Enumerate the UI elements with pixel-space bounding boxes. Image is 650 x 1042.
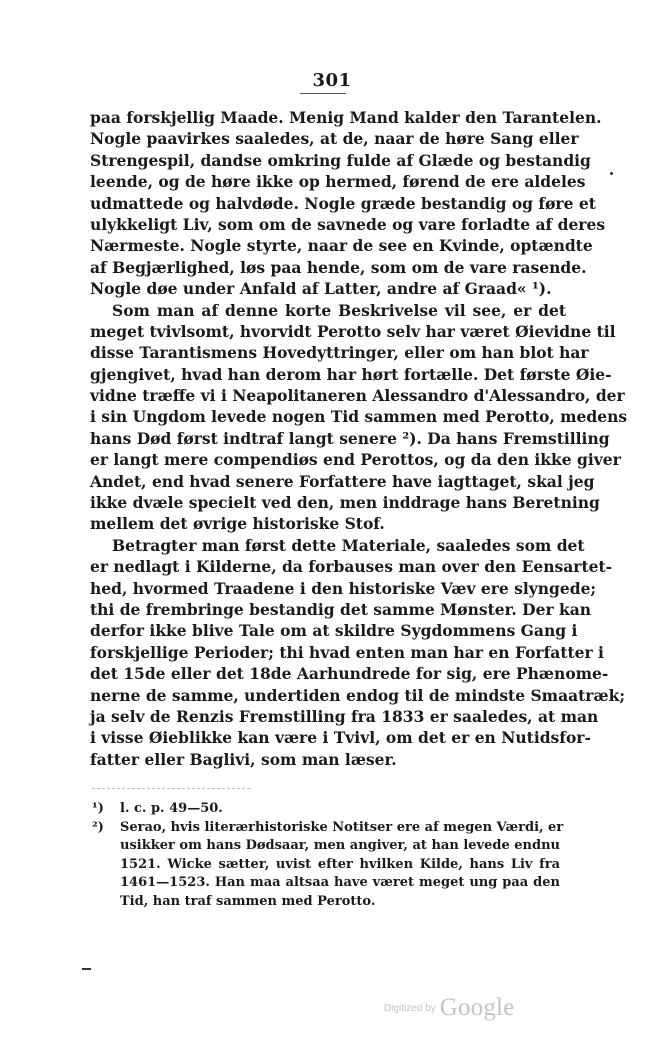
- footnote-text: Tid, han traf sammen med Perotto.: [120, 893, 376, 909]
- text-line: i visse Øieblikke kan være i Tvivl, om det er en Nutidsfor-: [90, 728, 591, 748]
- text-line: er langt mere compendiøs end Perottos, og da den ikke giver: [90, 450, 621, 470]
- text-line: mellem det øvrige historiske Stof.: [90, 514, 385, 534]
- text-line: vidne træffe vi i Neapolitaneren Alessandro d'Alessandro, der: [90, 386, 625, 406]
- text-line: hed, hvormed Traadene i den historiske Væv ere slyngede;: [90, 578, 597, 598]
- text-line: thi de frembringe bestandig det samme Mønster. Der kan: [90, 599, 592, 619]
- text-line: Nogle paavirkes saaledes, at de, naar de høre Sang eller: [90, 129, 579, 149]
- text-line: Betragter man først dette Materiale, saaledes som det: [112, 535, 585, 555]
- text-line: fatter eller Baglivi, som man læser.: [90, 749, 397, 769]
- footnote-2: [92, 819, 564, 838]
- page-number: 301: [312, 70, 352, 91]
- text-line: nerne de samme, undertiden endog til de mindste Smaatræk;: [90, 685, 626, 705]
- text-line: Som man af denne korte Beskrivelse vil see, er det: [112, 300, 566, 320]
- footnotes: [92, 800, 564, 912]
- text-line: Nogle døe under Anfald af Latter, andre af Graad« ¹).: [90, 279, 552, 299]
- text-line: leende, og de høre ikke op hermed, førend de ere aldeles: [90, 172, 586, 192]
- text-line: Nærmeste. Nogle styrte, naar de see en Kvinde, optændte: [90, 236, 593, 256]
- text-line: i sin Ungdom levede nogen Tid sammen med Perotto, medens: [90, 407, 628, 427]
- footnote-text: l. c. p. 49—50.: [120, 801, 223, 816]
- digitized-by-google-watermark: [384, 994, 515, 1022]
- text-line: derfor ikke blive Tale om at skildre Sygdommens Gang i: [90, 621, 578, 641]
- body-text: [90, 107, 628, 770]
- text-line: ikke dvæle specielt ved den, men inddrage hans Beretning: [90, 493, 600, 513]
- footnote-text: usikker om hans Dødsaar, men angiver, at han levede endnu: [120, 838, 560, 854]
- google-logo: Google: [439, 994, 515, 1021]
- text-line: Andet, end hvad senere Forfattere have iagttaget, skal jeg: [90, 471, 595, 491]
- footnote-rule: [92, 788, 250, 789]
- text-line: Strengespil, dandse omkring fulde af Glæde og bestandig: [90, 150, 591, 170]
- footnote-1: [92, 800, 560, 819]
- text-line: meget tvivlsomt, hvorvidt Perotto selv har været Øievidne til: [90, 321, 616, 341]
- text-line: forskjellige Perioder; thi hvad enten man har en Forfatter i: [90, 642, 604, 662]
- text-line: ja selv de Renzis Fremstilling fra 1833 er saaledes, at man: [90, 706, 599, 726]
- text-line: paa forskjellig Maade. Menig Mand kalder den Tarantelen.: [90, 108, 602, 127]
- text-line: er nedlagt i Kilderne, da forbauses man over den Eensartet-: [90, 557, 613, 577]
- footnote-text: 1461—1523. Han maa altsaa have været meget ung paa den: [120, 875, 560, 891]
- text-line: gjengivet, hvad han derom har hørt fortælle. Det første Øie-: [90, 364, 612, 384]
- text-line: det 15de eller det 18de Aarhundrede for sig, ere Phænome-: [90, 664, 609, 684]
- text-line: disse Tarantismens Hovedyttringer, eller om han blot har: [90, 343, 589, 363]
- text-line: ulykkeligt Liv, som om de savnede og vare forladte af deres: [90, 214, 606, 234]
- page-number-rule: [300, 93, 346, 94]
- margin-dash: [82, 968, 91, 970]
- footnote-mark: ²): [92, 819, 104, 835]
- text-line: af Begjærlighed, løs paa hende, som om de vare rasende.: [90, 257, 587, 277]
- footnote-text: Serao, hvis literærhistoriske Notitser ere af megen Værdi, er: [120, 819, 564, 835]
- footnote-text: 1521. Wicke sætter, uvist efter hvilken Kilde, hans Liv fra: [120, 856, 560, 872]
- text-line: hans Død først indtraf langt senere ²). Da hans Fremstilling: [90, 428, 610, 448]
- footnote-mark: ¹): [92, 801, 104, 816]
- margin-mark: [610, 172, 613, 175]
- text-line: udmattede og halvdøde. Nogle græde bestandig og føre et: [90, 193, 596, 213]
- watermark-prefix: Digitized by: [384, 1003, 436, 1014]
